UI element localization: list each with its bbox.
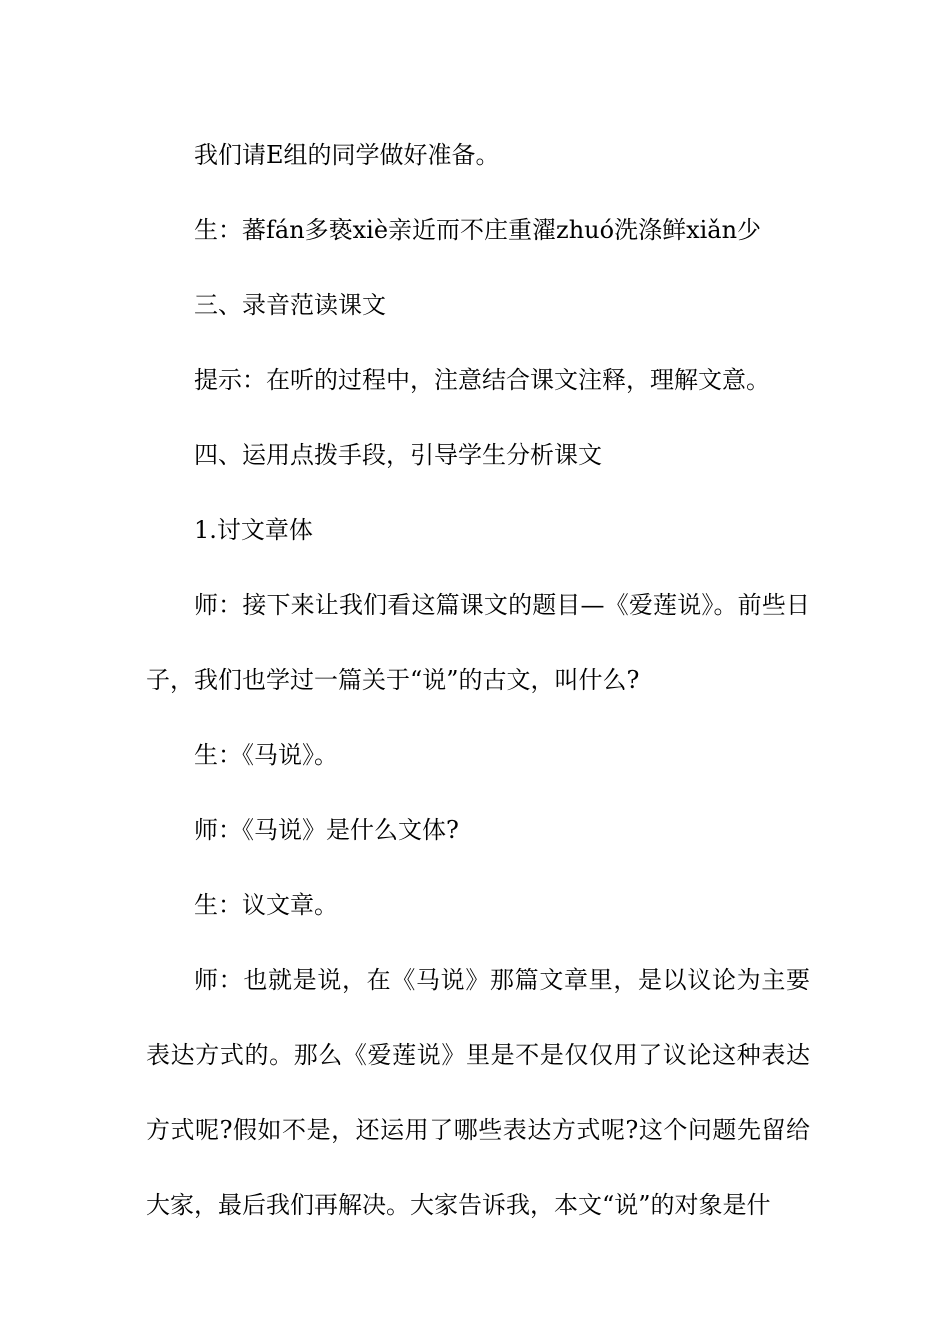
paragraph-listening-tip: 提示：在听的过程中，注意结合课文注释，理解文意。 [194, 366, 770, 394]
subsection-heading-genre: 1.讨文章体 [194, 516, 313, 544]
section-heading-analysis: 四、运用点拨手段，引导学生分析课文 [194, 441, 602, 469]
paragraph-teacher-expression-question: 师：也就是说，在《马说》那篇文章里，是以议论为主要表达方式的。那么《爱莲说》里是不是仅仅用了议论这种表达方式呢?假如不是，还运用了哪些表达方式呢?这个问题先留给大家，最后我们再解决。大家告诉我，本文“说”的对象是什 [146, 966, 810, 1219]
section-heading-recording: 三、录音范读课文 [194, 291, 386, 319]
paragraph-student-answer-ma-shuo: 生：《马说》。 [194, 741, 338, 769]
paragraph-vocabulary-pinyin: 生：蕃fán多亵xiè亲近而不庄重濯zhuó洗涤鲜xiǎn少 [194, 216, 762, 244]
paragraph-student-answer-genre: 生：议文章。 [194, 891, 338, 919]
paragraph-prepare-group-e: 我们请E组的同学做好准备。 [194, 141, 500, 169]
paragraph-teacher-title-question: 师：接下来让我们看这篇课文的题目—《爱莲说》。前些日子，我们也学过一篇关于“说”的古文，叫什么? [146, 591, 810, 694]
document-body [146, 118, 810, 1243]
paragraph-teacher-genre-question: 师：《马说》是什么文体? [194, 816, 459, 844]
